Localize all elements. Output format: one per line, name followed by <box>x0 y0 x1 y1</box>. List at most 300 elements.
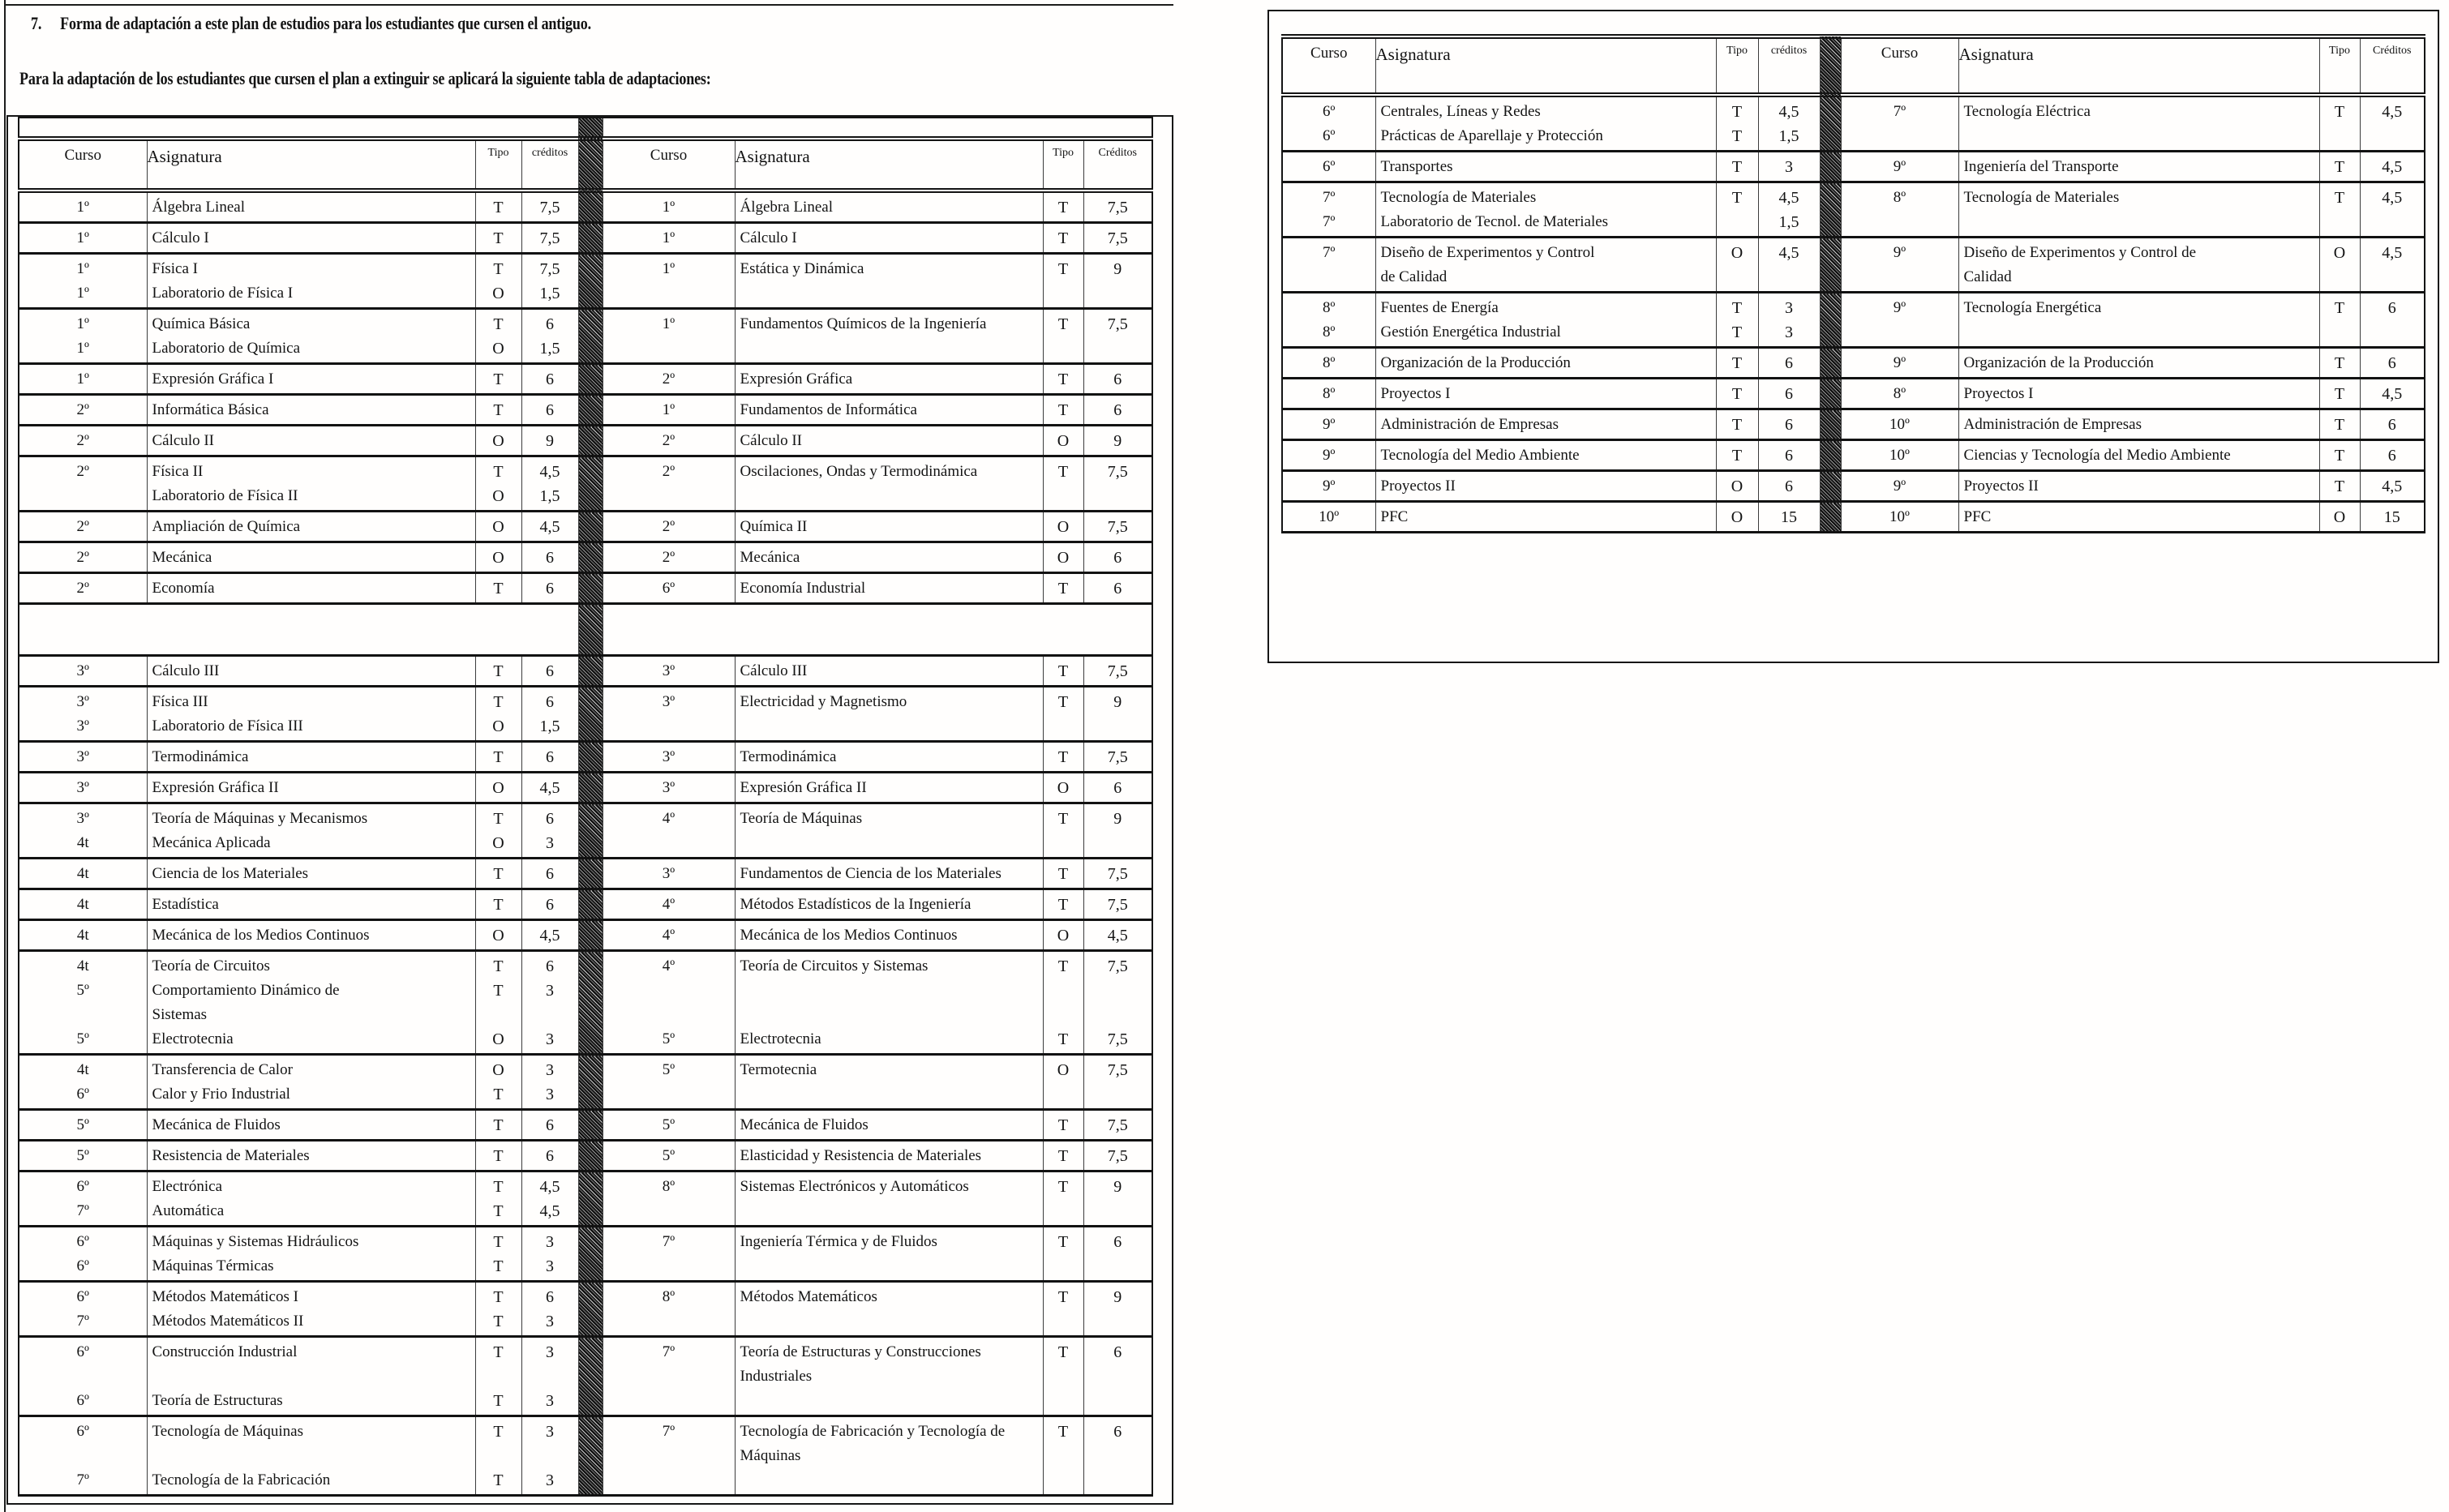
cell-tipo <box>475 1110 521 1141</box>
entry-curso <box>603 281 735 306</box>
entry-curso: 1º <box>662 401 676 418</box>
entry-asig: Teoría de Circuitos <box>152 957 270 974</box>
entry-tipo: T <box>1731 158 1743 176</box>
entry-cred: 4,5 <box>1778 189 1799 207</box>
table-divider <box>578 395 603 426</box>
entry-curso: 5º <box>76 1147 89 1164</box>
cell-tipo <box>1043 1337 1083 1416</box>
entry-tipo: T <box>1057 1178 1069 1196</box>
cell-curso <box>19 773 147 803</box>
cell-asignatura <box>1375 502 1716 533</box>
cell-asignatura <box>735 395 1043 426</box>
cell-tipo <box>1716 152 1758 182</box>
entry-cred <box>1084 1254 1152 1279</box>
cell-asignatura <box>147 1141 475 1171</box>
cell-asignatura <box>735 656 1043 687</box>
table-row <box>1282 95 2425 152</box>
cell-curso <box>603 803 735 859</box>
entry-tipo: T <box>493 748 504 766</box>
entry-tipo: O <box>492 779 504 797</box>
cell-creditos <box>1083 773 1152 803</box>
entry-tipo: O <box>1057 1061 1070 1079</box>
entry-curso <box>19 1444 147 1468</box>
entry-curso: 6º <box>1323 127 1336 144</box>
entry-curso <box>603 1003 735 1027</box>
entry-cred: 3 <box>546 1233 554 1251</box>
entry-curso: 6º <box>76 1288 89 1305</box>
entry-asig: Proyectos II <box>1963 478 2039 495</box>
entry-cred <box>1084 831 1152 855</box>
entry-cred: 1,5 <box>539 285 560 302</box>
table-divider <box>578 803 603 859</box>
cell-curso <box>19 512 147 542</box>
entry-cred: 9 <box>1113 260 1122 278</box>
entry-curso <box>603 484 735 508</box>
table-divider <box>578 139 603 191</box>
table-divider <box>578 1141 603 1171</box>
cell-asignatura <box>1958 95 2319 152</box>
table-row <box>1282 348 2425 379</box>
table-divider <box>578 456 603 512</box>
cell-asignatura <box>735 309 1043 364</box>
entry-cred: 3 <box>546 1343 554 1361</box>
entry-cred: 7,5 <box>1107 1116 1128 1134</box>
entry-asig: Centrales, Líneas y Redes <box>1380 103 1541 120</box>
entry-asig: Calidad <box>1963 268 2012 285</box>
entry-tipo <box>1044 714 1083 739</box>
entry-cred: 6 <box>546 896 554 914</box>
cell-tipo <box>1043 395 1083 426</box>
cell-asignatura <box>1958 238 2319 293</box>
cell-asignatura <box>735 742 1043 773</box>
cell-asignatura <box>1375 182 1716 238</box>
cell-creditos <box>1758 95 1820 152</box>
table-divider <box>578 604 603 656</box>
cell-tipo <box>475 512 521 542</box>
cell-tipo <box>1043 889 1083 920</box>
entry-asig: Electricidad y Magnetismo <box>740 693 907 710</box>
entry-tipo: T <box>1057 865 1069 883</box>
entry-tipo: T <box>1731 103 1743 121</box>
entry-asig: Estadística <box>152 896 219 913</box>
entry-curso <box>1283 265 1375 289</box>
entry-asig: Álgebra Lineal <box>152 199 245 216</box>
entry-tipo: O <box>492 834 504 852</box>
entry-curso: 6º <box>76 1392 89 1409</box>
cell-asignatura <box>147 191 475 223</box>
cell-creditos <box>521 1171 578 1227</box>
cell-asignatura <box>1375 293 1716 348</box>
cell-asignatura <box>147 512 475 542</box>
entry-cred <box>1084 714 1152 739</box>
cell-curso <box>19 951 147 1055</box>
entry-curso: 1º <box>76 260 89 277</box>
entry-tipo: T <box>493 315 504 333</box>
cell-curso <box>19 742 147 773</box>
cell-tipo <box>1716 293 1758 348</box>
entry-curso: 1º <box>662 260 676 277</box>
table-divider <box>578 920 603 951</box>
entry-curso: 1º <box>662 199 676 216</box>
entry-tipo: T <box>1731 416 1743 434</box>
table-row <box>19 1337 1152 1416</box>
entry-curso: 4t <box>76 896 89 913</box>
cell-curso <box>603 1055 735 1110</box>
table-divider <box>578 1055 603 1110</box>
entry-tipo: T <box>2334 189 2345 207</box>
entry-asig: Mecánica <box>152 549 212 566</box>
entry-asig: Fundamentos Químicos de la Ingeniería <box>740 315 987 332</box>
cell-creditos <box>521 191 578 223</box>
entry-cred: 6 <box>546 371 554 388</box>
entry-cred: 4,5 <box>2382 385 2403 403</box>
entry-curso: 5º <box>662 1030 676 1047</box>
cell-curso <box>19 1282 147 1337</box>
cell-creditos <box>521 426 578 456</box>
cell-asignatura <box>1375 152 1716 182</box>
entry-curso: 8º <box>1893 189 1906 206</box>
cell-tipo <box>1043 742 1083 773</box>
entry-asig: Ciencia de los Materiales <box>152 865 309 882</box>
entry-asig: Administración de Empresas <box>1963 416 2142 433</box>
entry-curso <box>1842 320 1958 345</box>
cell-asignatura <box>735 889 1043 920</box>
entry-curso: 6º <box>76 1233 89 1250</box>
cell-curso <box>1282 471 1375 502</box>
entry-curso: 4t <box>76 927 89 944</box>
table-divider <box>578 742 603 773</box>
cell-tipo <box>475 395 521 426</box>
entry-curso: 3º <box>76 779 89 796</box>
entry-tipo <box>2320 210 2360 234</box>
entry-curso: 5º <box>662 1147 676 1164</box>
entry-cred: 7,5 <box>1107 518 1128 536</box>
cell-creditos <box>521 1227 578 1282</box>
entry-asig: Termodinámica <box>740 748 837 765</box>
cell-curso <box>1282 440 1375 471</box>
cell-curso <box>19 1110 147 1141</box>
entry-cred: 4,5 <box>2382 189 2403 207</box>
cell-creditos <box>1083 687 1152 742</box>
cell-tipo <box>2319 182 2360 238</box>
entry-asig: Estática y Dinámica <box>740 260 864 277</box>
cell-tipo <box>2319 348 2360 379</box>
entry-asig: de Calidad <box>1380 268 1448 285</box>
entry-asig <box>736 1389 1043 1413</box>
entry-asig: Electrotecnia <box>152 1030 234 1047</box>
entry-cred: 6 <box>1113 580 1122 598</box>
cell-tipo <box>2319 409 2360 440</box>
entry-curso: 4º <box>662 810 676 827</box>
cell-asignatura <box>147 951 475 1055</box>
cell-tipo <box>1043 254 1083 309</box>
cell-asignatura <box>1958 348 2319 379</box>
cell-curso <box>603 1337 735 1416</box>
cell-creditos <box>521 254 578 309</box>
entry-tipo: T <box>1057 580 1069 598</box>
entry-curso: 3º <box>76 717 89 735</box>
cell-asignatura <box>1375 379 1716 409</box>
cell-creditos <box>1083 223 1152 254</box>
entry-cred <box>1084 281 1152 306</box>
entry-tipo: T <box>1057 810 1069 828</box>
cell-asignatura <box>1958 379 2319 409</box>
entry-tipo: T <box>493 1116 504 1134</box>
cell-curso <box>19 687 147 742</box>
cell-tipo <box>475 1416 521 1496</box>
cell-curso <box>1282 293 1375 348</box>
entry-cred: 6 <box>1113 1233 1122 1251</box>
table-divider <box>1820 502 1841 533</box>
entry-cred: 6 <box>546 549 554 567</box>
entry-tipo: O <box>492 1061 504 1079</box>
cell-tipo <box>1043 512 1083 542</box>
cell-curso <box>1841 502 1958 533</box>
entry-tipo: T <box>493 865 504 883</box>
table-row <box>1282 379 2425 409</box>
cell-asignatura <box>147 309 475 364</box>
spacer-cell <box>19 604 578 656</box>
cell-asignatura <box>1958 182 2319 238</box>
entry-tipo: T <box>493 1423 504 1441</box>
cell-curso <box>19 803 147 859</box>
entry-curso: 3º <box>662 779 676 796</box>
cell-curso <box>603 573 735 604</box>
cell-curso <box>603 889 735 920</box>
cell-tipo <box>475 656 521 687</box>
entry-tipo: T <box>2334 103 2345 121</box>
entry-cred: 6 <box>2387 354 2396 372</box>
entry-tipo: T <box>1731 354 1743 372</box>
cell-creditos <box>1758 152 1820 182</box>
entry-curso: 10º <box>1319 508 1340 525</box>
cell-curso <box>19 542 147 573</box>
cell-curso <box>603 1110 735 1141</box>
cell-creditos <box>1083 254 1152 309</box>
cell-asignatura <box>147 426 475 456</box>
entry-curso: 3º <box>76 693 89 710</box>
cell-asignatura <box>1375 471 1716 502</box>
table-row <box>19 364 1152 395</box>
cell-tipo <box>1043 803 1083 859</box>
entry-cred: 1,5 <box>539 340 560 358</box>
cell-curso <box>603 254 735 309</box>
cell-creditos <box>2360 238 2425 293</box>
entry-curso: 3º <box>76 662 89 679</box>
cell-creditos <box>521 889 578 920</box>
table-row <box>19 773 1152 803</box>
entry-cred: 7,5 <box>1107 315 1128 333</box>
entry-curso: 3º <box>662 693 676 710</box>
table-divider <box>1820 379 1841 409</box>
table-row <box>1282 238 2425 293</box>
entry-asig: Máquinas y Sistemas Hidráulicos <box>152 1233 359 1250</box>
cell-curso <box>19 1171 147 1227</box>
table-row <box>19 223 1152 254</box>
entry-curso: 8º <box>1323 385 1336 402</box>
cell-asignatura <box>735 859 1043 889</box>
entry-asig: Transferencia de Calor <box>152 1061 293 1078</box>
cell-curso <box>19 254 147 309</box>
cell-asignatura <box>735 191 1043 223</box>
cell-asignatura <box>1375 238 1716 293</box>
entry-curso: 1º <box>76 371 89 388</box>
cell-tipo <box>1043 951 1083 1055</box>
entry-tipo <box>2320 320 2360 345</box>
entry-tipo: T <box>493 957 504 975</box>
cell-curso <box>19 1337 147 1416</box>
cell-asignatura <box>1375 409 1716 440</box>
entry-asig: Proyectos II <box>1380 478 1456 495</box>
cell-tipo <box>475 456 521 512</box>
entry-cred <box>1084 1444 1152 1468</box>
entry-cred: 6 <box>1113 549 1122 567</box>
cell-curso <box>19 395 147 426</box>
cell-creditos <box>1083 456 1152 512</box>
entry-cred: 7,5 <box>1107 748 1128 766</box>
entry-asig: Tecnología de Materiales <box>1963 189 2120 206</box>
entry-asig: Tecnología del Medio Ambiente <box>1380 447 1580 464</box>
cell-tipo <box>1716 440 1758 471</box>
entry-cred <box>2361 320 2425 345</box>
entry-cred <box>1084 1364 1152 1389</box>
entry-curso <box>603 1082 735 1107</box>
entry-asig: Teoría de Máquinas <box>740 810 863 827</box>
cell-creditos <box>521 395 578 426</box>
cell-asignatura <box>735 951 1043 1055</box>
entry-asig: PFC <box>1380 508 1409 525</box>
entry-asig: Teoría de Estructuras <box>152 1392 283 1409</box>
entry-tipo: O <box>492 518 504 536</box>
entry-asig: Tecnología de Máquinas <box>152 1423 304 1440</box>
entry-cred: 6 <box>1113 401 1122 419</box>
cell-asignatura <box>735 773 1043 803</box>
entry-cred: 4,5 <box>2382 244 2403 262</box>
entry-curso: 7º <box>76 1471 89 1488</box>
entry-cred: 6 <box>2387 447 2396 465</box>
cell-asignatura <box>147 573 475 604</box>
table-divider <box>1820 293 1841 348</box>
cell-curso <box>1841 182 1958 238</box>
entry-tipo <box>1044 1199 1083 1223</box>
cell-tipo <box>475 364 521 395</box>
cell-curso <box>1841 471 1958 502</box>
entry-cred <box>1084 1082 1152 1107</box>
entry-tipo: T <box>1057 401 1069 419</box>
entry-tipo: O <box>2333 244 2346 262</box>
entry-cred: 3 <box>1785 323 1793 341</box>
cell-creditos <box>521 920 578 951</box>
cell-curso <box>1841 293 1958 348</box>
cell-tipo <box>1716 502 1758 533</box>
entry-curso <box>603 979 735 1003</box>
cell-curso <box>1282 152 1375 182</box>
entry-cred: 7,5 <box>1107 199 1128 216</box>
entry-tipo: T <box>493 662 504 680</box>
entry-asig <box>736 1309 1043 1334</box>
entry-curso: 2º <box>662 549 676 566</box>
cell-asignatura <box>735 223 1043 254</box>
entry-asig: Sistemas Electrónicos y Automáticos <box>740 1178 969 1195</box>
entry-tipo: T <box>2334 158 2345 176</box>
entry-tipo <box>1044 831 1083 855</box>
entry-cred: 3 <box>546 1392 554 1410</box>
cell-creditos <box>521 773 578 803</box>
entry-curso: 8º <box>1323 354 1336 371</box>
entry-cred: 6 <box>1113 371 1122 388</box>
cell-tipo <box>1043 223 1083 254</box>
cell-tipo <box>1043 1282 1083 1337</box>
entry-tipo: T <box>493 1086 504 1103</box>
entry-curso: 9º <box>1893 354 1906 371</box>
entry-curso <box>19 1364 147 1389</box>
cell-creditos <box>1083 1171 1152 1227</box>
cell-tipo <box>1043 364 1083 395</box>
entry-tipo: T <box>1731 189 1743 207</box>
entry-asig: Laboratorio de Física II <box>152 487 298 504</box>
cell-curso <box>19 573 147 604</box>
entry-cred: 7,5 <box>1107 1061 1128 1079</box>
entry-cred: 4,5 <box>539 518 560 536</box>
entry-cred: 1,5 <box>1778 213 1799 231</box>
entry-cred: 9 <box>1113 1288 1122 1306</box>
entry-curso: 4t <box>76 957 89 974</box>
entry-tipo: T <box>2334 299 2345 317</box>
entry-curso <box>603 1468 735 1493</box>
entry-tipo: O <box>1057 432 1070 450</box>
entry-tipo: T <box>493 1392 504 1410</box>
entry-curso <box>603 336 735 361</box>
entry-asig <box>736 714 1043 739</box>
entry-tipo: O <box>492 432 504 450</box>
cell-asignatura <box>735 542 1043 573</box>
table-row <box>1282 182 2425 238</box>
entry-cred <box>2361 124 2425 148</box>
entry-curso: 1º <box>76 199 89 216</box>
entry-cred <box>1084 336 1152 361</box>
entry-tipo: T <box>493 982 504 1000</box>
cell-creditos <box>521 309 578 364</box>
cell-creditos <box>521 687 578 742</box>
entry-curso: 2º <box>76 463 89 480</box>
cell-tipo <box>2319 152 2360 182</box>
cell-tipo <box>475 1282 521 1337</box>
entry-tipo: O <box>492 285 504 302</box>
cell-curso <box>603 656 735 687</box>
cell-curso <box>603 309 735 364</box>
entry-asig: Organización de la Producción <box>1963 354 2154 371</box>
entry-curso <box>603 831 735 855</box>
entry-asig: Ingeniería del Transporte <box>1963 158 2119 175</box>
entry-curso: 6º <box>1323 158 1336 175</box>
cell-curso <box>19 889 147 920</box>
table-divider <box>578 364 603 395</box>
entry-tipo: O <box>1057 549 1070 567</box>
entry-asig <box>736 1468 1043 1493</box>
table-row <box>19 1416 1152 1496</box>
entry-cred: 9 <box>1113 1178 1122 1196</box>
entry-tipo <box>1044 281 1083 306</box>
entry-cred: 6 <box>1113 1423 1122 1441</box>
cell-creditos <box>2360 95 2425 152</box>
table-divider <box>578 889 603 920</box>
cell-tipo <box>475 773 521 803</box>
entry-curso: 6º <box>1323 103 1336 120</box>
cell-tipo <box>1043 426 1083 456</box>
cell-asignatura <box>735 1141 1043 1171</box>
column-header-asignatura: Asignatura <box>1958 36 2319 95</box>
entry-asig: Tecnología Energética <box>1963 299 2102 316</box>
